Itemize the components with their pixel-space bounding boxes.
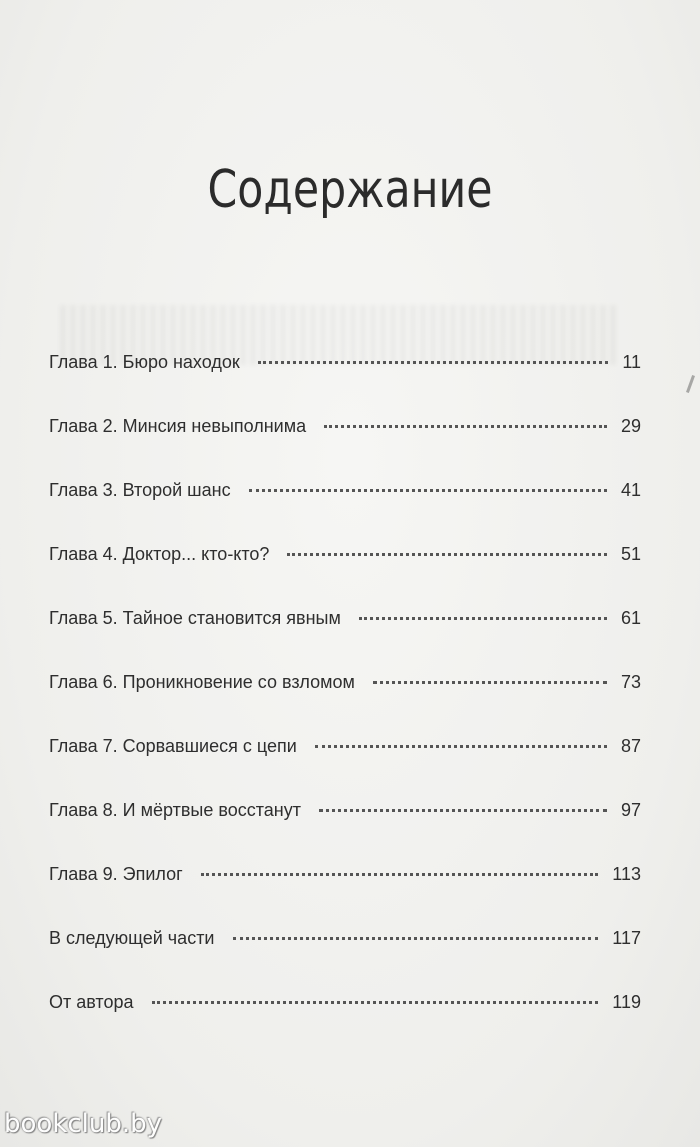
toc-leader-dots bbox=[201, 873, 599, 876]
toc-entry-page: 119 bbox=[612, 992, 641, 1012]
page-edge-mark bbox=[686, 375, 695, 393]
toc-entry bbox=[49, 736, 641, 800]
toc-entry-page: 41 bbox=[620, 480, 641, 500]
toc-entry-page: 97 bbox=[620, 800, 641, 820]
toc-entry-page: 11 bbox=[622, 352, 641, 372]
toc-entry bbox=[49, 800, 641, 864]
toc-entry bbox=[49, 608, 641, 672]
toc-leader-dots bbox=[319, 809, 607, 812]
site-watermark: bookclub.by bbox=[4, 1109, 163, 1139]
toc-entry bbox=[49, 992, 641, 1056]
toc-entry bbox=[49, 928, 641, 992]
toc-entry-label: Глава 8. И мёртвые восстанут bbox=[49, 800, 301, 820]
toc-leader-dots bbox=[249, 489, 607, 492]
toc-entry-page: 61 bbox=[620, 608, 641, 628]
toc-entry bbox=[49, 352, 641, 416]
toc-leader-dots bbox=[315, 745, 607, 748]
toc-entry bbox=[49, 544, 641, 608]
toc-entry-label: Глава 6. Проникновение со взломом bbox=[49, 672, 355, 692]
toc-leader-dots bbox=[287, 553, 607, 556]
toc-leader-dots bbox=[359, 617, 607, 620]
toc-entry-page: 117 bbox=[612, 928, 641, 948]
toc-entry bbox=[49, 480, 641, 544]
toc-entry-label: Глава 7. Сорвавшиеся с цепи bbox=[49, 736, 297, 756]
toc-entry-label: Глава 5. Тайное становится явным bbox=[49, 608, 341, 628]
toc-leader-dots bbox=[324, 425, 607, 428]
toc-entry-label: Глава 9. Эпилог bbox=[49, 864, 183, 884]
page-title: Содержание bbox=[207, 160, 493, 220]
toc-entry bbox=[49, 672, 641, 736]
toc-entry-page: 113 bbox=[612, 864, 641, 884]
toc-entry-label: Глава 2. Минсия невыполнима bbox=[49, 416, 307, 436]
toc-entry-page: 87 bbox=[620, 736, 641, 756]
table-of-contents bbox=[49, 352, 641, 1056]
toc-leader-dots bbox=[233, 937, 599, 940]
toc-leader-dots bbox=[258, 361, 609, 364]
toc-entry-page: 73 bbox=[620, 672, 641, 692]
toc-entry-label: Глава 3. Второй шанс bbox=[49, 480, 231, 500]
toc-leader-dots bbox=[373, 681, 607, 684]
toc-entry-label: Глава 4. Доктор... кто-кто? bbox=[49, 544, 270, 564]
toc-entry bbox=[49, 416, 641, 480]
toc-entry-page: 29 bbox=[620, 416, 641, 436]
toc-entry-label: В следующей части bbox=[49, 928, 215, 948]
toc-entry bbox=[49, 864, 641, 928]
toc-entry-label: Глава 1. Бюро находок bbox=[49, 352, 240, 372]
toc-leader-dots bbox=[152, 1001, 599, 1004]
toc-entry-label: От автора bbox=[49, 992, 134, 1012]
toc-entry-page: 51 bbox=[620, 544, 641, 564]
